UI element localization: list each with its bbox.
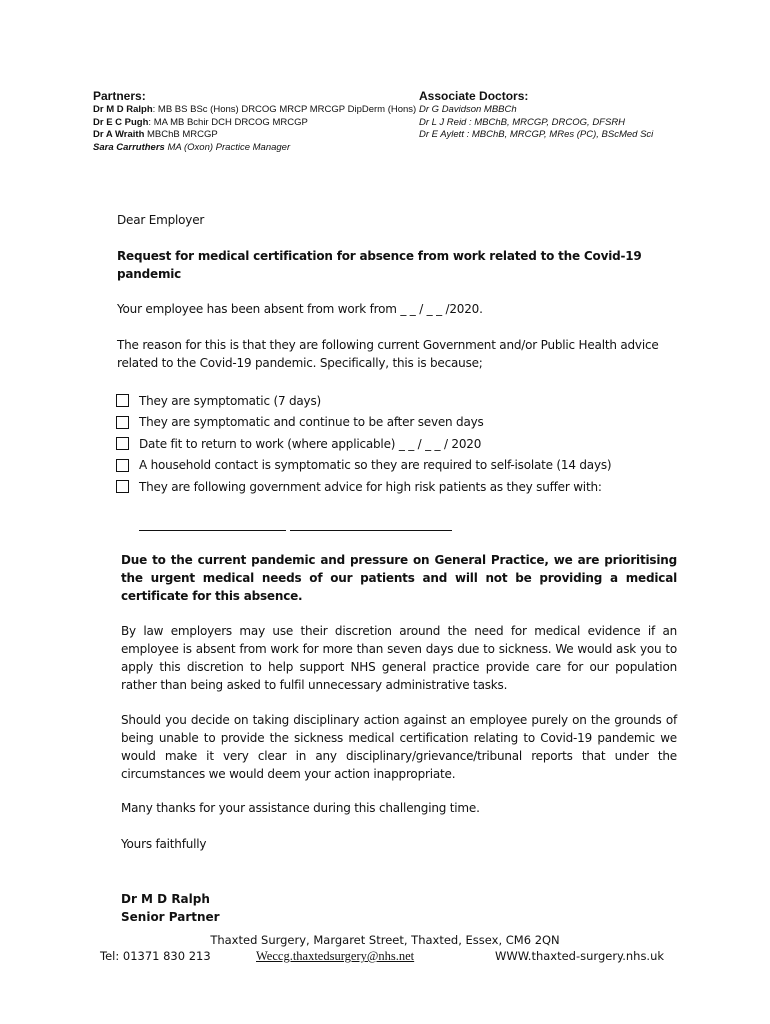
reason-checklist (116, 390, 611, 498)
partner-line (93, 117, 416, 130)
partners-title: Partners: (93, 89, 146, 103)
checkbox-label: A household contact is symptomatic so they are required to self-isolate (14 days) (139, 458, 612, 473)
letter-subject: Request for medical certification for absence from work related to the Covid-19 pandemic (117, 249, 642, 281)
salutation: Dear Employer (117, 213, 205, 227)
checkbox-label: They are symptomatic (7 days) (139, 393, 321, 408)
associate-line: Dr G Davidson MBBCh (419, 104, 517, 115)
checkbox-label: They are symptomatic and continue to be after seven days (139, 415, 484, 430)
footer-email-link[interactable]: Weccg.thaxtedsurgery@nhs.net (256, 949, 415, 963)
practice-manager-quals: MA (Oxon) Practice Manager (164, 141, 291, 153)
checklist-item (116, 455, 611, 477)
partner-quals: : MA MB Bchir DCH DRCOG MRCGP (148, 116, 308, 128)
partner-line (93, 129, 416, 142)
checkbox-label: Date fit to return to work (where applicable) _ _ / _ _ / 2020 (139, 436, 482, 451)
checkbox[interactable] (116, 416, 129, 429)
partners-block (93, 89, 416, 154)
checkbox[interactable] (116, 394, 129, 407)
footer-telephone: Tel: 01371 830 213 (100, 949, 211, 963)
signatory-name: Dr M D Ralph (121, 892, 210, 906)
checklist-item (116, 433, 611, 455)
reason-paragraph: The reason for this is that they are following current Government and/or Public Health advice related to the Covid-19 pandemic. Specifically, this is because; (117, 338, 659, 370)
signatory-title: Senior Partner (121, 910, 220, 924)
notice-paragraph: Due to the current pandemic and pressure on General Practice, we are prioritising the urgent medical needs of our patients and will not be providing a medical certificate for this absence. (121, 553, 677, 603)
checklist-item (116, 390, 611, 412)
checklist-item (116, 476, 611, 498)
partner-name: Dr E C Pugh (93, 116, 149, 128)
partner-quals: MBChB MRCGP (144, 129, 218, 140)
associate-line: Dr E Aylett : MBChB, MRCGP, MRes (PC), BScMed Sci (419, 129, 654, 140)
closing-line: Yours faithfully (121, 837, 207, 851)
practice-manager-name: Sara Carruthers (93, 141, 165, 153)
partner-line (93, 104, 416, 117)
footer-address: Thaxted Surgery, Margaret Street, Thaxted, Essex, CM6 2QN (210, 933, 560, 947)
checkbox[interactable] (116, 437, 129, 450)
disciplinary-paragraph: Should you decide on taking disciplinary action against an employee purely on the grounds of being unable to provide the sickness medical certification relating to Covid-19 pandemic we would make it very clear in any disciplinary/grievance/tribunal reports that under the circumstances we would deem your action inappropriate. (121, 713, 677, 781)
checkbox[interactable] (116, 459, 129, 472)
practice-manager-line (93, 142, 416, 155)
law-paragraph: By law employers may use their discretion around the need for medical evidence if an employee is absent from work for more than seven days due to sickness. We would ask you to apply this discretion to help support NHS general practice provide care for our population rather than being asked to fulfil unnecessary administrative tasks. (121, 624, 677, 692)
partner-name: Dr A Wraith (93, 129, 145, 140)
checkbox-label: They are following government advice for high risk patients as they suffer with: (139, 479, 602, 494)
associate-line: Dr L J Reid : MBChB, MRCGP, DRCOG, DFSRH (419, 116, 626, 128)
associates-block (419, 89, 653, 142)
signature-block (121, 890, 220, 926)
thanks-line: Many thanks for your assistance during this challenging time. (121, 801, 480, 815)
partner-quals: : MB BS BSc (Hons) DRCOG MRCP MRCGP DipDerm (Hons) (152, 104, 417, 115)
footer-website[interactable]: WWW.thaxted-surgery.nhs.uk (495, 949, 665, 963)
checklist-item (116, 412, 611, 434)
absence-dates-line: Your employee has been absent from work from _ _ / _ _ /2020. (117, 302, 483, 316)
associates-title: Associate Doctors: (419, 89, 529, 103)
partner-name: Dr M D Ralph (93, 104, 153, 115)
condition-blank-line[interactable] (139, 530, 286, 531)
checkbox[interactable] (116, 480, 129, 493)
condition-blank-line[interactable] (290, 530, 452, 531)
